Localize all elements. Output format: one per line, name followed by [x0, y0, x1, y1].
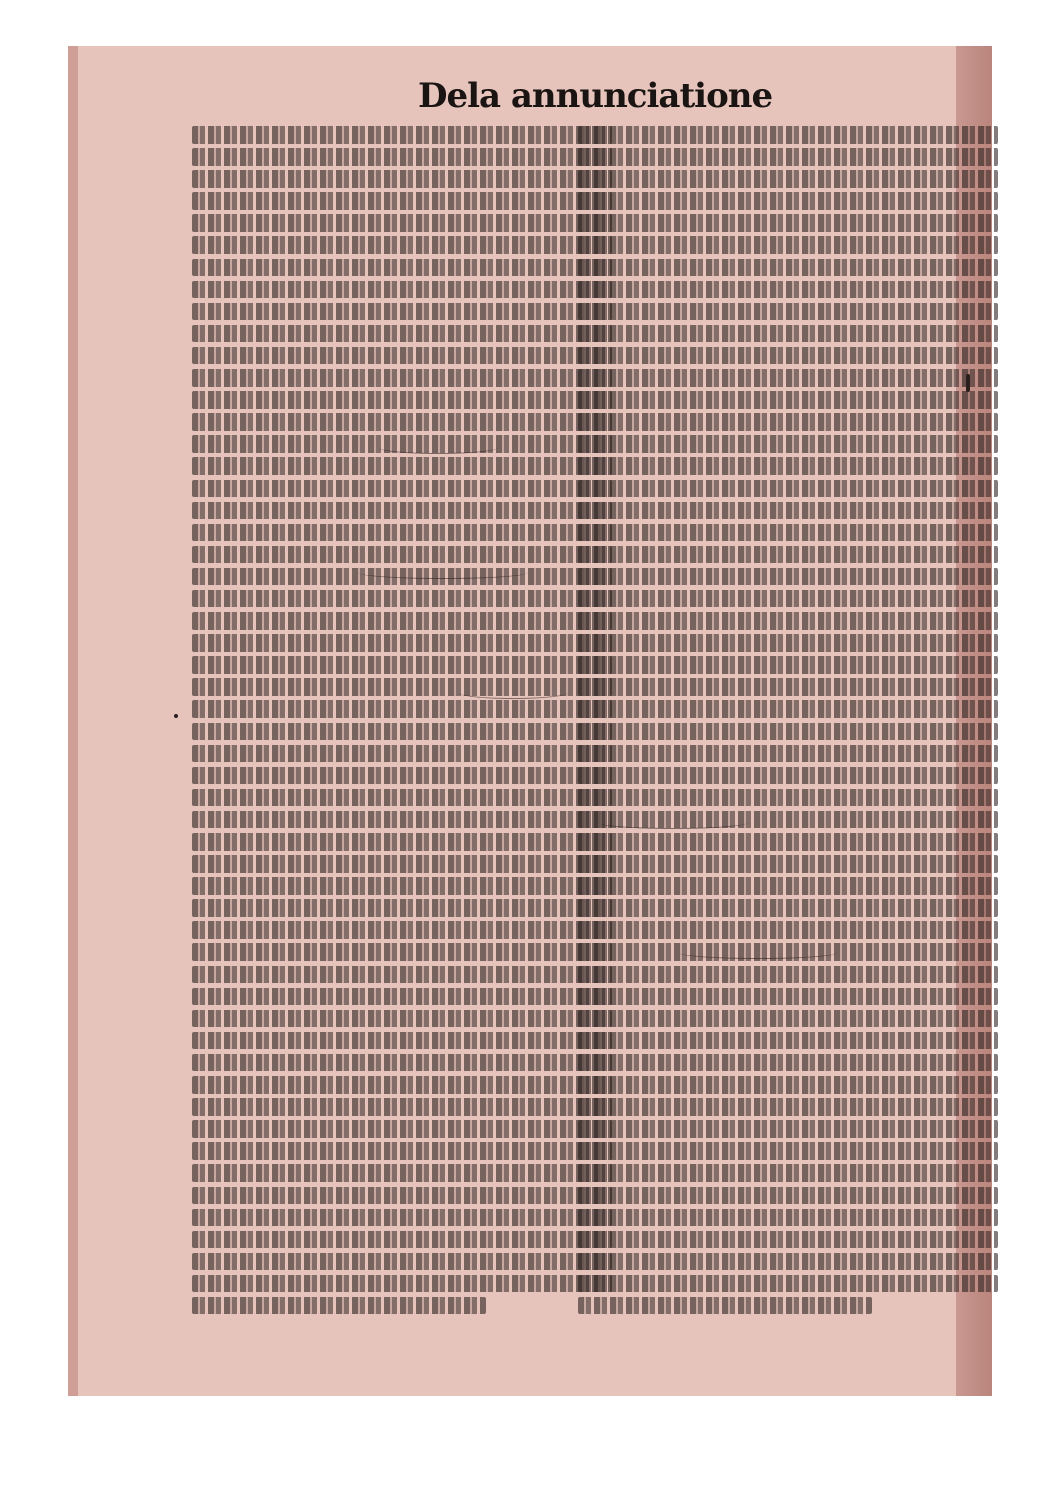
text-line — [578, 1187, 998, 1205]
text-line — [192, 789, 612, 807]
text-line — [192, 899, 612, 917]
text-line — [578, 921, 998, 939]
reader-underline — [378, 441, 498, 454]
scan-mount — [68, 46, 992, 1396]
text-line — [192, 943, 612, 961]
text-line — [578, 1164, 998, 1182]
text-line — [578, 612, 998, 630]
text-line — [192, 723, 612, 741]
text-line — [192, 833, 612, 851]
text-line — [578, 877, 998, 895]
text-line — [192, 1231, 612, 1249]
text-line — [192, 1142, 612, 1160]
text-line — [192, 612, 612, 630]
text-line — [192, 1275, 612, 1293]
text-line — [192, 1297, 486, 1315]
text-line — [578, 899, 998, 917]
text-line — [578, 723, 998, 741]
text-line — [578, 457, 998, 475]
text-line — [192, 745, 612, 763]
reader-underline — [678, 946, 838, 959]
text-line — [192, 988, 612, 1006]
text-line — [192, 524, 612, 542]
text-line — [578, 1297, 872, 1315]
text-line — [192, 214, 612, 232]
text-line — [578, 259, 998, 277]
text-line — [192, 325, 612, 343]
text-line — [578, 391, 998, 409]
text-line — [578, 435, 998, 453]
text-line — [578, 546, 998, 564]
text-line — [192, 634, 612, 652]
text-line — [578, 502, 998, 520]
text-line — [192, 1120, 612, 1138]
text-line — [578, 1231, 998, 1249]
text-line — [578, 1120, 998, 1138]
text-line — [578, 789, 998, 807]
text-line — [192, 1253, 612, 1271]
text-line — [192, 391, 612, 409]
text-line — [192, 921, 612, 939]
text-line — [192, 413, 612, 431]
text-line — [578, 1010, 998, 1028]
text-line — [192, 1209, 612, 1227]
text-line — [192, 236, 612, 254]
text-line — [192, 369, 612, 387]
text-line — [192, 502, 612, 520]
text-line — [578, 568, 998, 586]
text-line — [578, 236, 998, 254]
text-line — [192, 656, 612, 674]
text-line — [192, 590, 612, 608]
text-line — [192, 966, 612, 984]
text-line — [192, 192, 612, 210]
text-line — [192, 1010, 612, 1028]
text-line — [578, 148, 998, 166]
text-line — [578, 988, 998, 1006]
text-line — [192, 877, 612, 895]
text-line — [578, 634, 998, 652]
text-line — [578, 325, 998, 343]
text-column-right — [578, 126, 998, 1356]
text-line — [578, 1032, 998, 1050]
text-line — [192, 700, 612, 718]
text-line — [578, 1275, 998, 1293]
text-line — [192, 148, 612, 166]
text-line — [192, 259, 612, 277]
text-column-left — [192, 126, 612, 1356]
text-line — [578, 480, 998, 498]
text-line — [578, 767, 998, 785]
running-head: Dela annunciatione — [418, 76, 773, 116]
text-line — [578, 855, 998, 873]
text-line — [192, 1187, 612, 1205]
text-line — [578, 170, 998, 188]
text-line — [192, 457, 612, 475]
text-line — [578, 700, 998, 718]
text-line — [578, 192, 998, 210]
text-line — [192, 347, 612, 365]
text-line — [578, 745, 998, 763]
text-line — [578, 1098, 998, 1116]
text-line — [578, 966, 998, 984]
text-line — [192, 1164, 612, 1182]
reader-underline — [458, 686, 568, 699]
text-line — [578, 1054, 998, 1072]
text-line — [578, 303, 998, 321]
text-line — [578, 369, 998, 387]
text-line — [192, 126, 612, 144]
book-page — [78, 46, 956, 1396]
text-line — [578, 833, 998, 851]
text-line — [578, 1209, 998, 1227]
text-line — [578, 413, 998, 431]
text-line — [192, 1076, 612, 1094]
text-line — [578, 347, 998, 365]
text-line — [192, 1032, 612, 1050]
text-line — [192, 767, 612, 785]
text-line — [192, 855, 612, 873]
reader-underline — [358, 566, 528, 579]
margin-mark — [966, 374, 970, 392]
text-line — [192, 811, 612, 829]
text-line — [192, 480, 612, 498]
text-line — [192, 303, 612, 321]
text-line — [192, 1054, 612, 1072]
text-line — [192, 1098, 612, 1116]
text-line — [578, 678, 998, 696]
text-line — [578, 281, 998, 299]
mount-left-edge — [68, 46, 78, 1396]
text-line — [578, 1142, 998, 1160]
text-line — [578, 1076, 998, 1094]
text-line — [192, 546, 612, 564]
reader-underline — [598, 816, 748, 829]
text-line — [578, 126, 998, 144]
text-line — [578, 590, 998, 608]
text-line — [578, 214, 998, 232]
text-line — [578, 656, 998, 674]
text-line — [192, 170, 612, 188]
text-line — [578, 524, 998, 542]
margin-dot — [174, 714, 178, 718]
text-line — [192, 281, 612, 299]
text-line — [578, 1253, 998, 1271]
